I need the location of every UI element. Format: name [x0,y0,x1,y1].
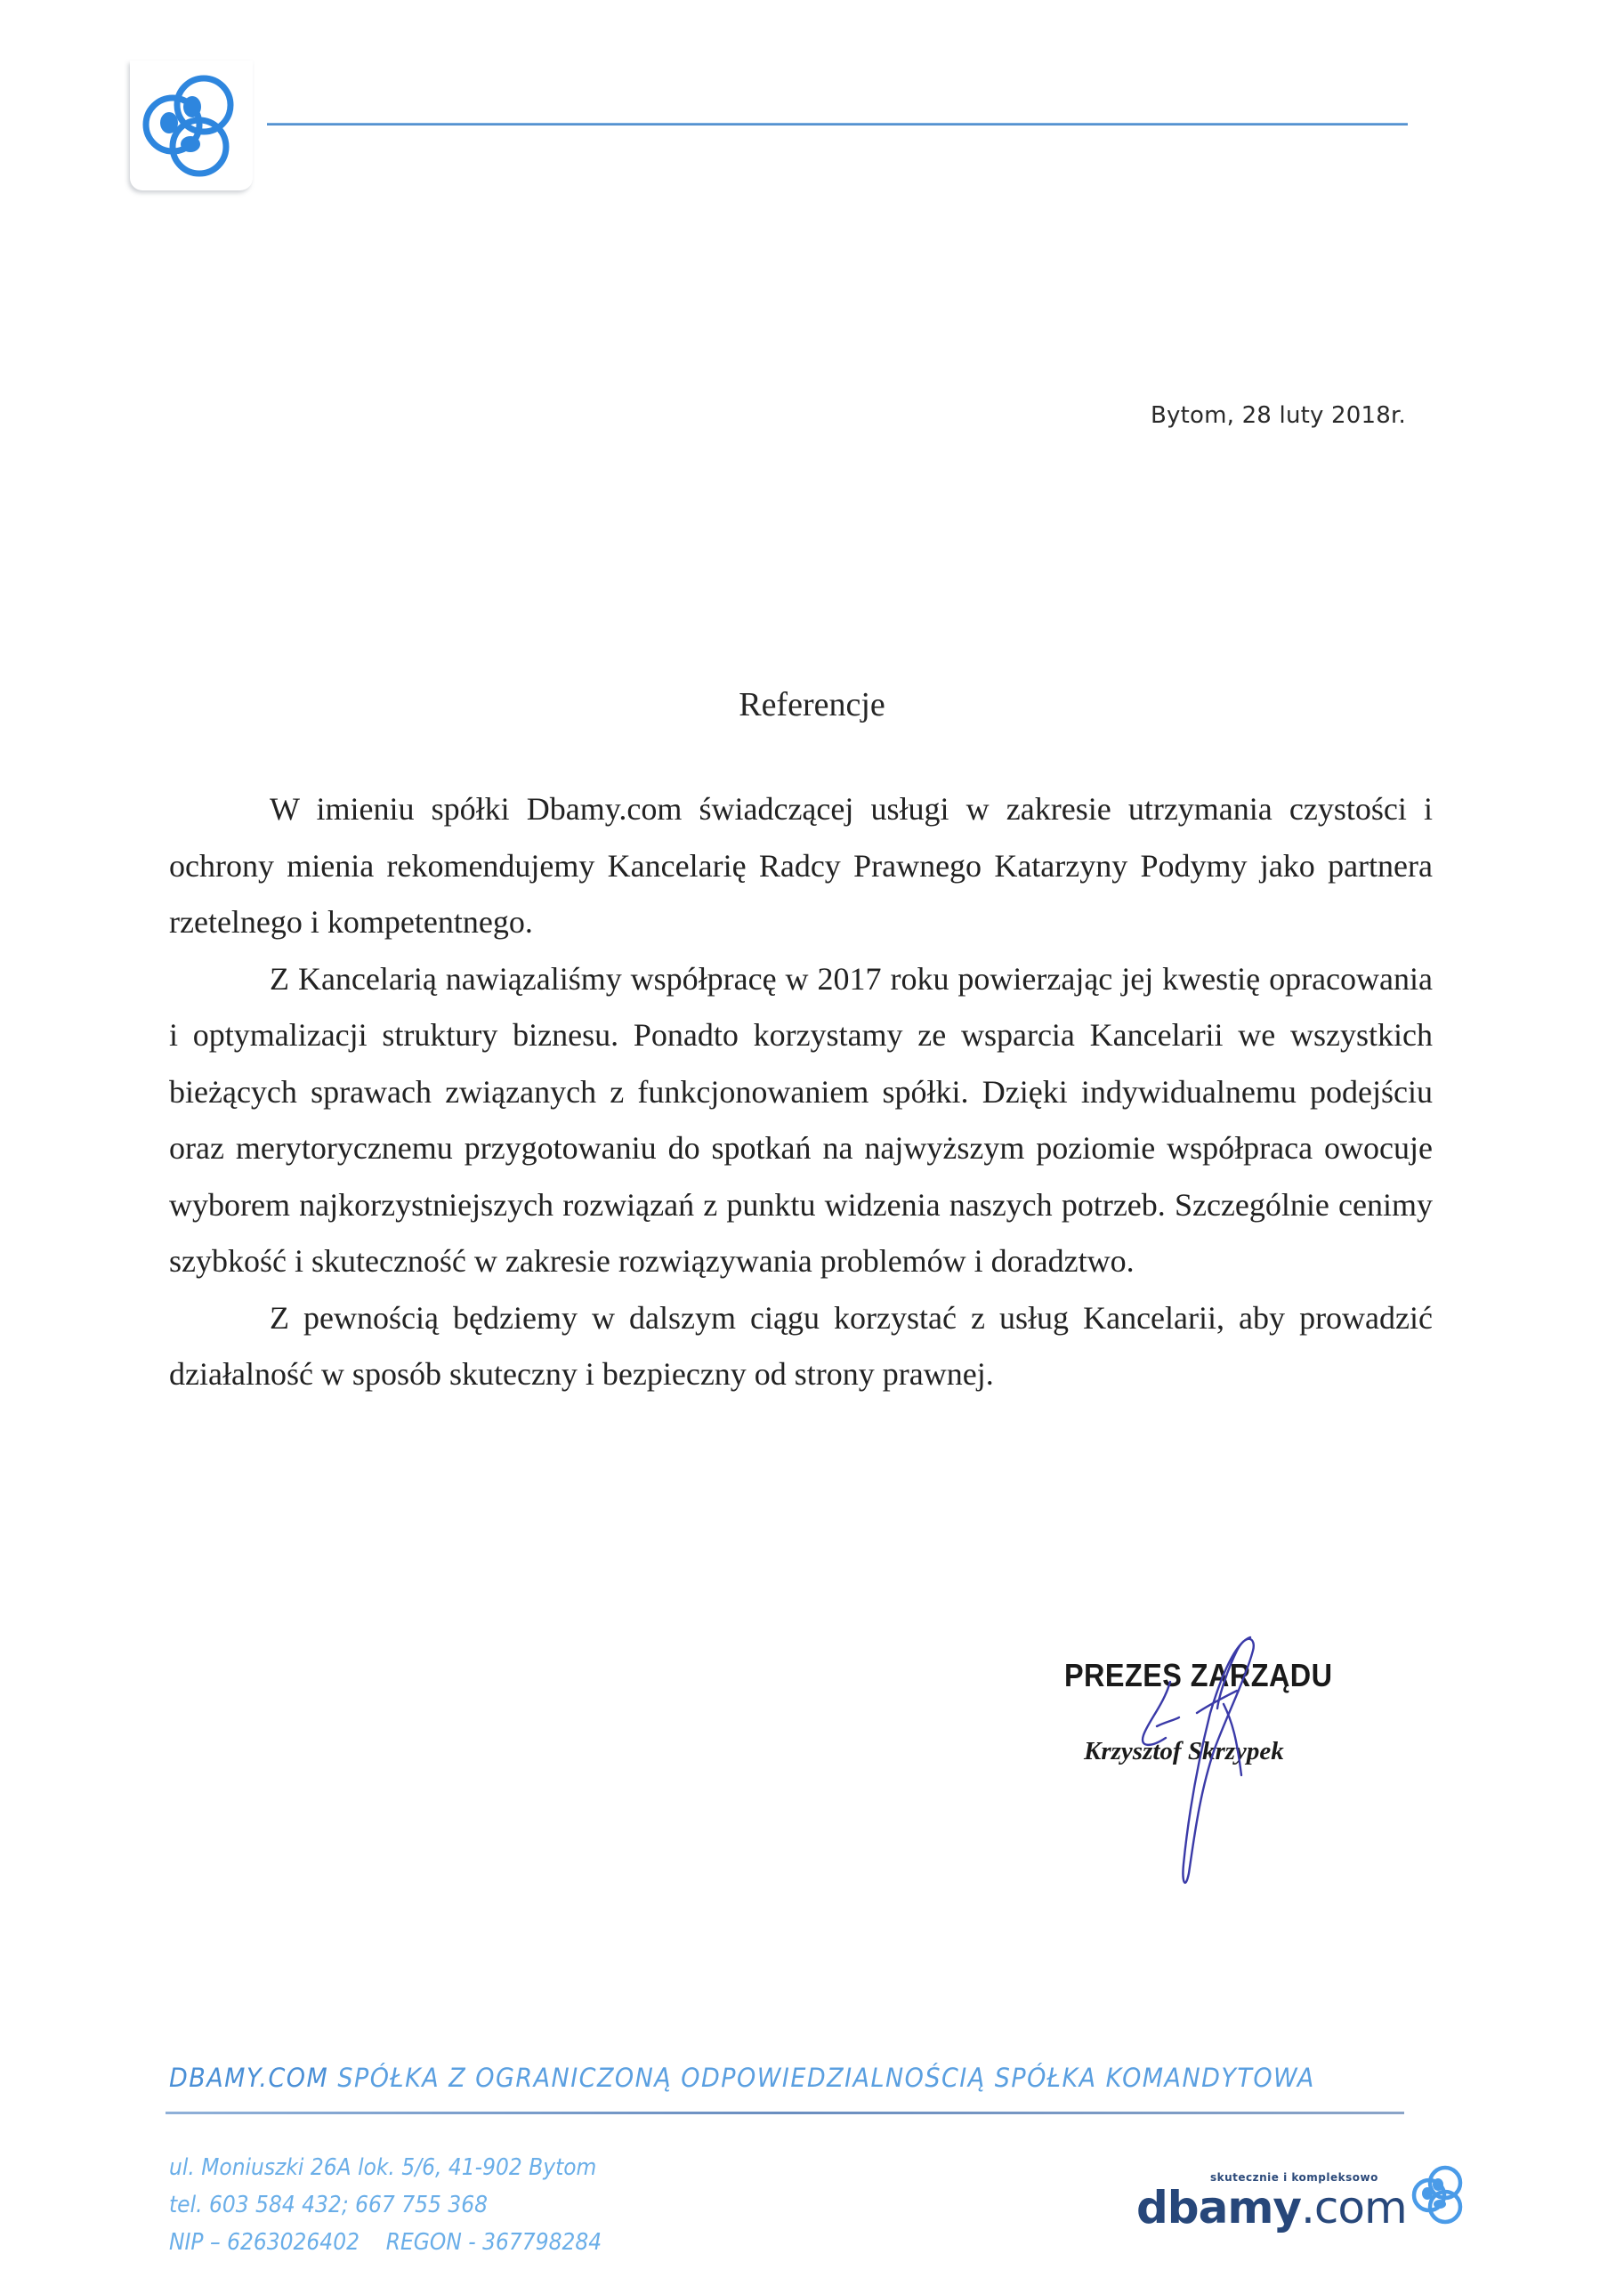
footer-company-name [169,2063,1315,2093]
footer-brand-light: .com [1301,2182,1407,2234]
footer-registry-ids: NIP – 6263026402 REGON - 367798284 [169,2229,602,2256]
footer-brand-bold: dbamy [1136,2182,1302,2234]
letter-body [169,781,1433,1403]
paragraph-3: Z pewnością będziemy w dalszym ciągu korzystać z usług Kancelarii, aby prowadzić działalność w sposób skuteczny i bezpieczny od strony prawnej. [169,1299,1433,1392]
signature-name: Krzysztof Skrzypek [1084,1737,1284,1765]
place-date: Bytom, 28 luty 2018r. [1150,402,1406,429]
footer-brand-logo-text [1136,2182,1407,2234]
header-divider [267,123,1408,125]
footer-address: ul. Moniuszki 26A lok. 5/6, 41-902 Bytom [169,2154,597,2181]
footer-knot-logo-icon [1406,2158,1477,2229]
footer-tagline: skutecznie i kompleksowo [1210,2171,1378,2184]
footer-divider [166,2112,1404,2114]
paragraph-2: Z Kancelarią nawiązaliśmy współpracę w 2017 roku powierzając jej kwestię opracowania i optymalizacji struktury biznesu. Ponadto korzystamy ze wsparcia Kancelarii we wszystkich bieżących sprawach związanych z funkcjonowaniem spółki. Dzięki indywidualnemu podejściu oraz merytorycznemu przygotowaniu do spotkań na najwyższym poziomie współpraca owocuje wyborem najkorzystniejszych rozwiązań z punktu widzenia naszych potrzeb. Szczególnie cenimy szybkość i skuteczność w zakresie rozwiązywania problemów i doradztwo. [169,960,1433,1279]
letter-title: Referencje [739,686,885,723]
footer-contact [169,2149,602,2261]
signature-role: PREZES ZARZĄDU [1064,1657,1333,1693]
header-logo-card [130,61,253,190]
footer-company-legal-form: SPÓŁKA Z OGRANICZONĄ ODPOWIEDZIALNOŚCIĄ SPÓŁKA KOMANDYTOWA [328,2063,1315,2093]
dbamy-knot-logo-icon [130,61,253,190]
handwritten-signature-icon [1103,1633,1335,1909]
footer-phone: tel. 603 584 432; 667 755 368 [169,2192,489,2218]
paragraph-1: W imieniu spółki Dbamy.com świadczącej usługi w zakresie utrzymania czystości i ochrony mienia rekomendujemy Kancelarię Radcy Prawnego Katarzyny Podymy jako partnera rzetelnego i kompetentnego. [169,791,1433,940]
footer-company-brand: DBAMY.COM [169,2063,329,2093]
